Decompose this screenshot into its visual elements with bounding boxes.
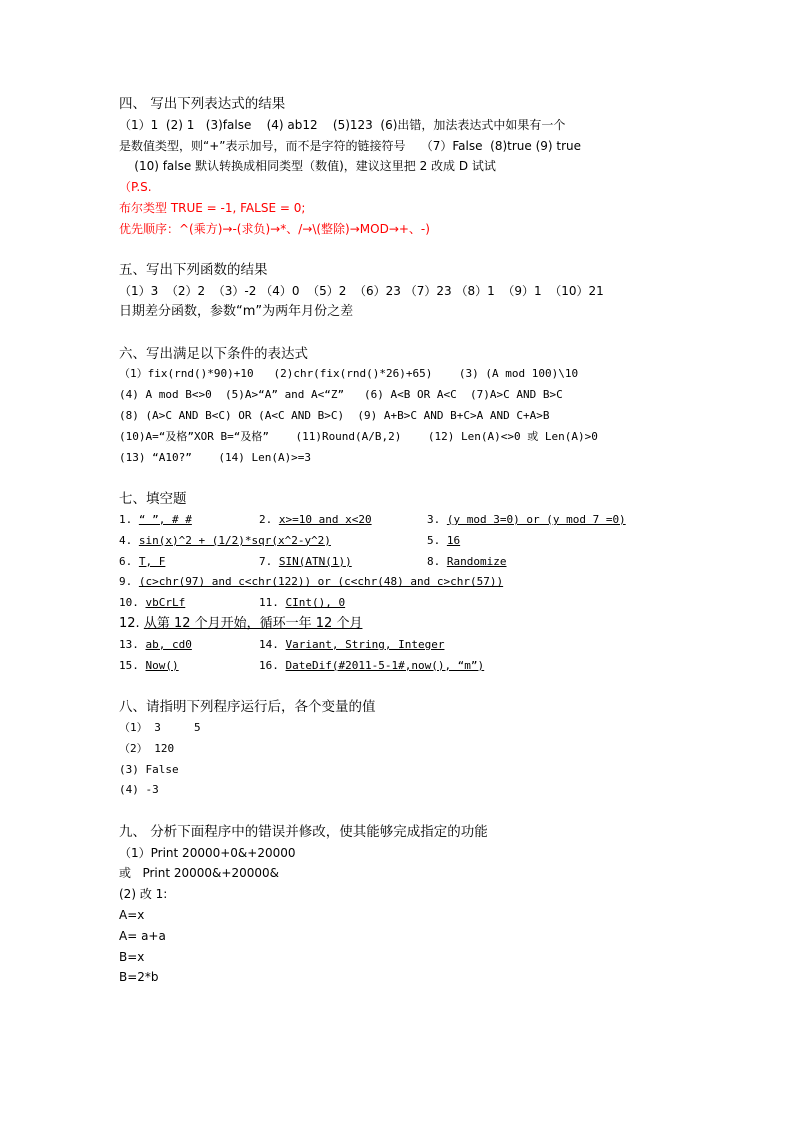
item-number: 13. bbox=[119, 637, 139, 651]
section-4-line-2: 是数值类型，则“+”表示加号，而不是字符的链接符号 （7）False (8)true (9) true bbox=[119, 138, 582, 153]
section-5-line-1: （1）3 （2）2 （3）-2 （4）0 （5）2 （6）23 （7）23 （8）1 （9）1 （10）21 bbox=[119, 284, 604, 299]
ps-note-3: 优先顺序：^(乘方)→-(求负)→*、/→\(整除)→MOD→+、-) bbox=[119, 221, 430, 236]
item-number: 8. bbox=[427, 554, 441, 568]
answer: (c>chr(97) and c<chr(122)) or (c<chr(48) and c>chr(57)) bbox=[138, 575, 504, 589]
fill-row-5 bbox=[119, 593, 689, 614]
fill-row-8 bbox=[119, 656, 689, 677]
item-number: 6. bbox=[119, 554, 133, 568]
item-number: 9. bbox=[119, 575, 133, 589]
item-number: 1. bbox=[119, 512, 133, 526]
section-9-title: 九、 分析下面程序中的错误并修改，使其能够完成指定的功能 bbox=[119, 823, 488, 840]
ps-note-2: 布尔类型 TRUE = -1, FALSE = 0; bbox=[119, 200, 306, 215]
section-9-line-1: （1）Print 20000+0&+20000 bbox=[119, 845, 296, 860]
answer: SIN(ATN(1)) bbox=[278, 554, 352, 568]
answer: 16 bbox=[446, 533, 461, 547]
section-6-line-4: (10)A=“及格”XOR B=“及格” (11)Round(A/B,2) (12) Len(A)<>0 或 Len(A)>0 bbox=[119, 429, 598, 443]
section-4-line-3: (10) false 默认转换成相同类型（数值)，建议这里把 2 改成 D 试试 bbox=[119, 159, 496, 174]
item-number: 12. bbox=[119, 615, 140, 631]
fill-row-1 bbox=[119, 510, 689, 531]
section-4-line-1: （1）1 (2) 1 (3)false (4) ab12 (5)123 (6)出错，加法表达式中如果有一个 bbox=[119, 117, 566, 132]
answer: Variant, String, Integer bbox=[285, 637, 445, 651]
fill-row-7 bbox=[119, 635, 689, 656]
ps-note-1: （P.S. bbox=[119, 180, 152, 195]
item-number: 4. bbox=[119, 533, 133, 547]
section-6-line-5: (13) “A10?” (14) Len(A)>=3 bbox=[119, 450, 312, 464]
section-6-line-2: (4) A mod B<>0 (5)A>“A” and A<“Z” (6) A<B OR A<C (7)A>C AND B>C bbox=[119, 388, 563, 402]
fill-row-4 bbox=[119, 572, 689, 593]
section-5-line-2: 日期差分函数，参数“m”为两年月份之差 bbox=[119, 303, 354, 319]
answer: ab, cd0 bbox=[145, 637, 192, 651]
item-number: 14. bbox=[259, 637, 279, 651]
answer: sin(x)^2 + (1/2)*sqr(x^2-y^2) bbox=[138, 533, 331, 547]
item-number: 10. bbox=[119, 596, 139, 610]
item-number: 16. bbox=[259, 658, 279, 672]
fill-blank-grid bbox=[119, 510, 689, 676]
section-8-line-4: (4) -3 bbox=[119, 783, 159, 797]
section-7-title: 七、填空题 bbox=[119, 491, 187, 508]
answer: T, F bbox=[138, 554, 166, 568]
item-number: 2. bbox=[259, 512, 273, 526]
answer: x>=10 and x<20 bbox=[278, 512, 372, 526]
item-number: 7. bbox=[259, 554, 273, 568]
section-9-line-7: B=2*b bbox=[119, 970, 159, 985]
section-4-title: 四、 写出下列表达式的结果 bbox=[119, 96, 286, 112]
section-9-line-4: A=x bbox=[119, 908, 145, 923]
answer: vbCrLf bbox=[145, 596, 186, 610]
section-8-line-1: （1） 3 5 bbox=[119, 720, 201, 734]
item-number: 15. bbox=[119, 658, 139, 672]
section-6-line-1: （1）fix(rnd()*90)+10 (2)chr(fix(rnd()*26)+65) (3) (A mod 100)\10 bbox=[119, 367, 579, 381]
answer: “ ”, # # bbox=[138, 512, 192, 526]
answer: Now() bbox=[145, 658, 179, 672]
answer: CInt(), 0 bbox=[285, 596, 346, 610]
item-number: 3. bbox=[427, 512, 441, 526]
section-8-line-3: (3) False bbox=[119, 762, 179, 776]
fill-row-3 bbox=[119, 552, 689, 573]
section-9-line-5: A= a+a bbox=[119, 928, 166, 943]
item-number: 5. bbox=[427, 533, 441, 547]
section-6-line-3: (8) (A>C AND B<C) OR (A<C AND B>C) (9) A+B>C AND B+C>A AND C+A>B bbox=[119, 408, 550, 422]
section-9-line-6: B=x bbox=[119, 949, 145, 964]
section-5-title: 五、写出下列函数的结果 bbox=[119, 262, 268, 279]
section-9-line-3: (2) 改 1: bbox=[119, 887, 168, 902]
fill-row-6 bbox=[119, 614, 689, 635]
answer: Randomize bbox=[446, 554, 507, 568]
answer: (y mod 3=0) or (y mod 7 =0) bbox=[446, 512, 626, 526]
section-8-title: 八、请指明下列程序运行后，各个变量的值 bbox=[119, 699, 376, 716]
answer: DateDif(#2011-5-1#,now(), “m”) bbox=[285, 658, 485, 672]
section-8-line-2: （2） 120 bbox=[119, 741, 175, 755]
fill-row-2 bbox=[119, 531, 689, 552]
section-9-line-2: 或 Print 20000&+20000& bbox=[119, 866, 279, 881]
item-number: 11. bbox=[259, 596, 279, 610]
section-6-title: 六、写出满足以下条件的表达式 bbox=[119, 345, 308, 362]
answer: 从第 12 个月开始，循环一年 12 个月 bbox=[143, 615, 363, 631]
answer-document bbox=[119, 94, 689, 988]
